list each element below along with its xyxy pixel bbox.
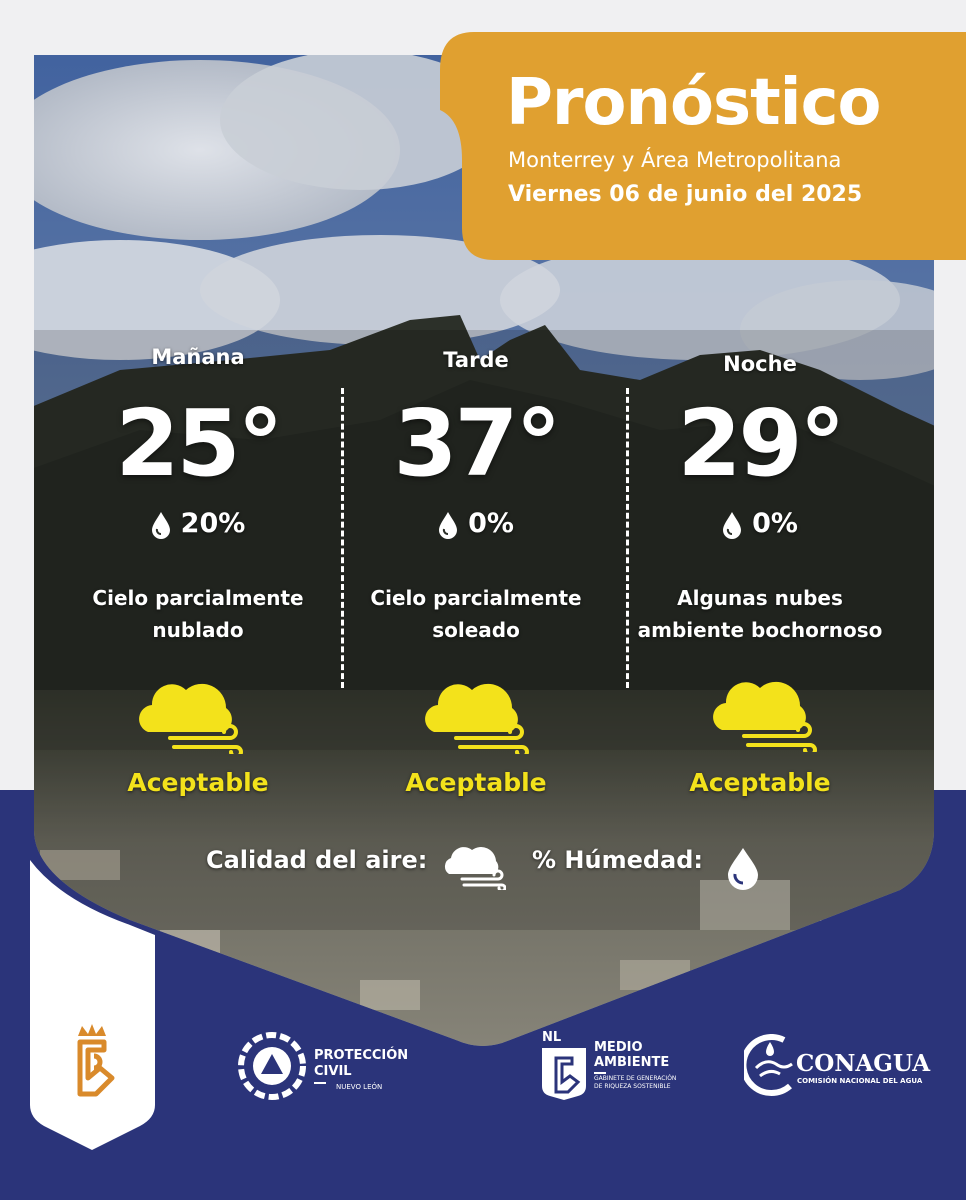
logo-proteccion-line3: NUEVO LEÓN <box>336 1083 383 1091</box>
rain-value: 0% <box>468 508 514 539</box>
legend-air-quality: Calidad del aire: <box>206 846 428 874</box>
water-drop-icon <box>722 511 742 539</box>
sky-description-line2: soleado <box>432 618 520 642</box>
logo-medio-ambiente-line3: GABINETE DE GENERACIÓN <box>594 1075 677 1082</box>
rain-probability <box>48 508 348 539</box>
cloud-wind-icon <box>420 676 530 754</box>
sky-description <box>48 582 348 646</box>
rain-probability <box>610 508 910 539</box>
period-label: Tarde <box>443 348 509 372</box>
sky-description <box>326 582 626 646</box>
logo-medio-ambiente-line4: DE RIQUEZA SOSTENIBLE <box>594 1083 671 1090</box>
rain-probability <box>326 508 626 539</box>
cloud-wind-icon <box>134 676 244 754</box>
logo-medio-ambiente-dash <box>594 1072 606 1074</box>
rain-value: 0% <box>752 508 798 539</box>
forecast-date: Viernes 06 de junio del 2025 <box>508 182 863 207</box>
logo-medio-ambiente-line2: AMBIENTE <box>594 1055 670 1070</box>
air-quality-status: Aceptable <box>127 768 269 797</box>
cloud-wind-icon <box>440 842 506 890</box>
forecast-column-afternoon <box>326 0 626 820</box>
sky-description-line1: Cielo parcialmente <box>92 586 304 610</box>
water-drop-icon <box>438 511 458 539</box>
temperature: 29° <box>677 390 843 497</box>
forecast-column-night <box>610 0 910 820</box>
air-quality-status: Aceptable <box>689 768 831 797</box>
logo-conagua-name: CONAGUA <box>796 1050 931 1077</box>
nuevo-leon-emblem-icon <box>66 1022 118 1100</box>
sky-description <box>610 582 910 646</box>
logo-proteccion-dash <box>314 1082 326 1084</box>
logo-conagua-sub: COMISIÓN NACIONAL DEL AGUA <box>797 1077 923 1085</box>
sky-description-line2: ambiente bochornoso <box>637 618 883 642</box>
logo-medio-ambiente-line1: MEDIO <box>594 1040 643 1055</box>
page-subtitle: Monterrey y Área Metropolitana <box>508 148 842 172</box>
temperature: 37° <box>393 390 559 497</box>
logo-medio-ambiente-badge: NL <box>542 1030 562 1045</box>
sky-description-line1: Cielo parcialmente <box>370 586 582 610</box>
water-drop-icon <box>151 511 171 539</box>
water-drop-icon <box>724 846 762 890</box>
air-quality-status: Aceptable <box>405 768 547 797</box>
page-title: Pronóstico <box>506 66 881 140</box>
forecast-column-morning <box>48 0 348 820</box>
legend-humidity: % Húmedad: <box>532 846 704 874</box>
period-label: Noche <box>723 352 797 376</box>
temperature: 25° <box>115 390 281 497</box>
proteccion-civil-logo-icon <box>238 1032 306 1100</box>
period-label: Mañana <box>151 345 245 369</box>
sky-description-line2: nublado <box>152 618 244 642</box>
conagua-logo-icon <box>744 1034 796 1098</box>
logo-proteccion-line2: CIVIL <box>314 1064 352 1079</box>
logo-proteccion-line1: PROTECCIÓN <box>314 1048 409 1063</box>
cloud-wind-icon <box>708 674 818 752</box>
sky-description-line1: Algunas nubes <box>677 586 843 610</box>
rain-value: 20% <box>180 508 246 539</box>
